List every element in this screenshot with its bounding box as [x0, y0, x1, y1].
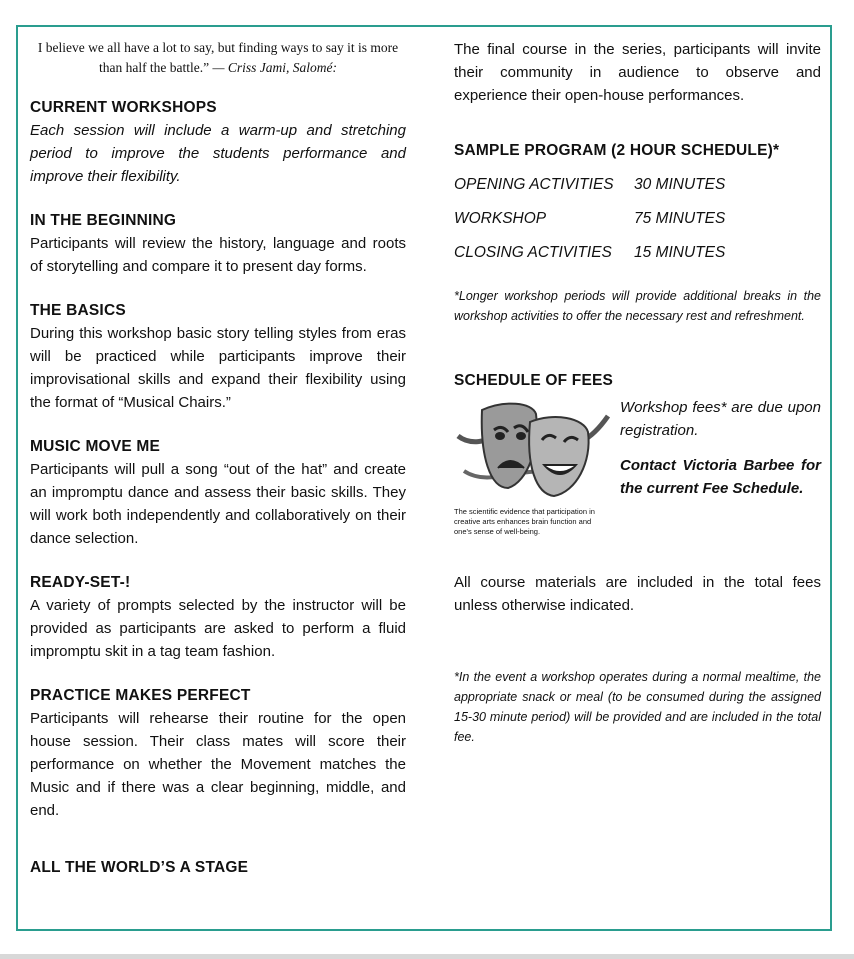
- quote-text: I believe we all have a lot to say, but finding ways to say it is more than half the battle.”: [37, 40, 399, 75]
- mask-caption: The scientific evidence that participation in creative arts enhances brain function and one's sense of well-being.: [454, 507, 595, 536]
- materials-text: All course materials are included in the total fees unless otherwise indicated.: [454, 574, 821, 614]
- fees-text: [620, 396, 821, 537]
- bottom-rule: [0, 954, 854, 959]
- schedule-activity: CLOSING ACTIVITIES: [454, 244, 612, 261]
- section-the-basics: [30, 299, 406, 414]
- section-body: Participants will rehearse their routine for the open house session. Their class mates will score their performance on whether the Movement matches the Music and if there was a clear beginning, middle, and end.: [30, 710, 406, 819]
- section-title: READY-SET-!: [30, 574, 131, 591]
- fees-contact-text: Contact Victoria Barbee for the current Fee Schedule.: [620, 457, 821, 497]
- quote-attribution: — Criss Jami, Salomé:: [212, 60, 338, 75]
- section-body: Participants will pull a song “out of the hat” and create an impromptu dance and assess their basic skills. They will work both independently and collaboratively on their dance selection.: [30, 461, 406, 547]
- section-ready-set: [30, 571, 406, 663]
- section-current-workshops: [30, 96, 406, 188]
- schedule-time: 15 MINUTES: [634, 244, 726, 261]
- schedule-note: *Longer workshop periods will provide additional breaks in the workshop activities to offer the necessary rest and refreshment.: [454, 289, 821, 323]
- section-all-the-worlds-a-stage: [30, 856, 406, 879]
- section-body: Each session will include a warm-up and stretching period to improve the students performance and improve their flexibility.: [30, 122, 406, 185]
- section-practice-makes-perfect: [30, 684, 406, 822]
- schedule-row: [454, 168, 821, 202]
- final-course-intro: The final course in the series, participants will invite their community in audience to observe and experience their open-house performances.: [454, 41, 821, 104]
- program-title: SAMPLE PROGRAM (2 HOUR SCHEDULE)*: [454, 142, 780, 159]
- theater-masks: [454, 396, 612, 537]
- section-title: IN THE BEGINNING: [30, 212, 177, 229]
- quote-block: [30, 38, 406, 78]
- section-body: A variety of prompts selected by the instructor will be provided as participants are asked to perform a fluid impromptu skit in a tag team fashion.: [30, 597, 406, 660]
- section-title: THE BASICS: [30, 302, 126, 319]
- section-title: PRACTICE MAKES PERFECT: [30, 687, 251, 704]
- section-title: MUSIC MOVE ME: [30, 438, 161, 455]
- left-column: [30, 38, 406, 900]
- right-column: [454, 38, 821, 747]
- fees-due-text: Workshop fees* are due upon registration.: [620, 399, 821, 439]
- schedule-activity: OPENING ACTIVITIES: [454, 176, 614, 193]
- schedule-time: 30 MINUTES: [634, 176, 726, 193]
- section-body: Participants will review the history, language and roots of storytelling and compare it to present day forms.: [30, 235, 406, 275]
- fees-title: SCHEDULE OF FEES: [454, 372, 614, 389]
- section-music-move-me: [30, 435, 406, 550]
- schedule-activity: WORKSHOP: [454, 210, 547, 227]
- section-title: ALL THE WORLD’S A STAGE: [30, 859, 249, 876]
- fees-block: [454, 396, 821, 537]
- section-body: During this workshop basic story telling styles from eras will be practiced while participants improve their improvisational skills and expand their flexibility using the format of “Musical Chairs.”: [30, 325, 406, 411]
- section-title: CURRENT WORKSHOPS: [30, 99, 217, 116]
- meal-note: *In the event a workshop operates during a normal mealtime, the appropriate snack or meal (to be consumed during the assigned 15-30 minute period) will be provided and are included in the total fee.: [454, 670, 821, 744]
- schedule-row: [454, 202, 821, 236]
- theater-masks-icon: [454, 396, 610, 500]
- schedule-time: 75 MINUTES: [634, 210, 726, 227]
- schedule-table: [454, 168, 821, 270]
- section-in-the-beginning: [30, 209, 406, 278]
- schedule-row: [454, 236, 821, 270]
